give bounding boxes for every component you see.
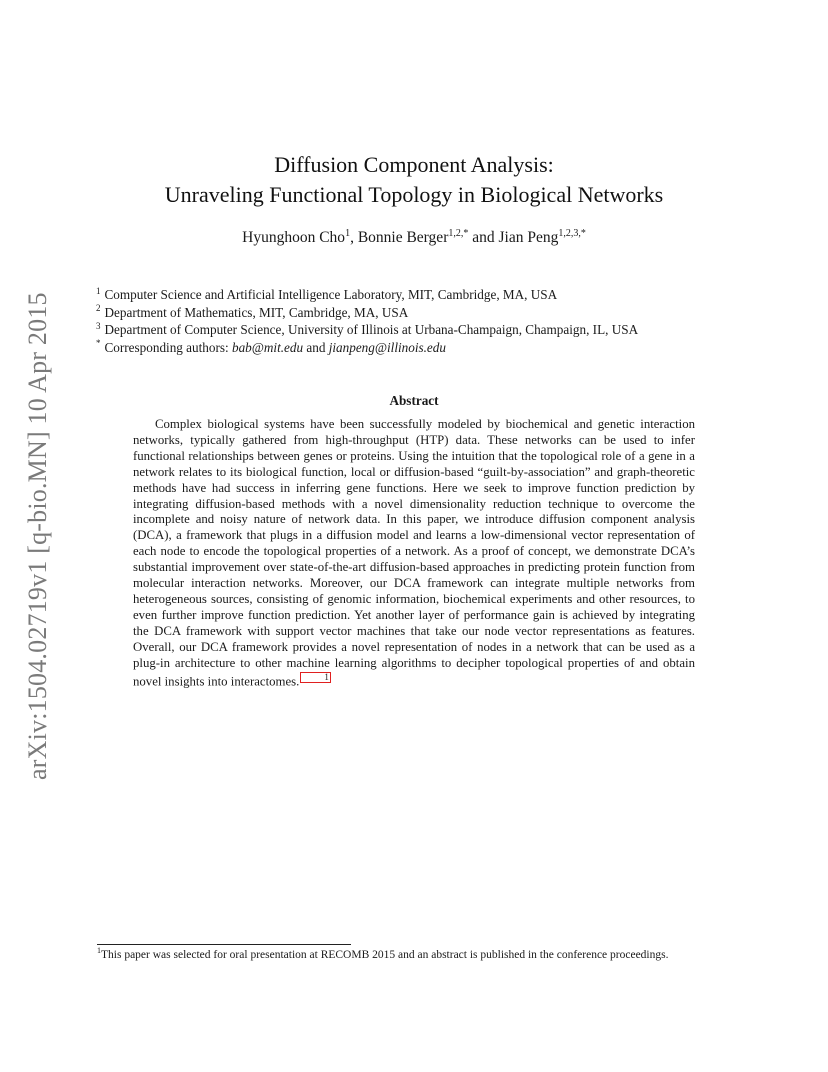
arxiv-identifier-stamp: arXiv:1504.02719v1 [q-bio.MN] 10 Apr 2015: [23, 292, 52, 780]
footnote-link[interactable]: 1: [300, 672, 331, 683]
author-separator: ,: [350, 229, 358, 246]
author-name: Jian Peng: [498, 229, 559, 246]
corresponding-label: Corresponding authors:: [104, 339, 232, 355]
author-separator: and: [468, 229, 499, 246]
affiliation-item: [96, 304, 736, 322]
affiliation-text: Computer Science and Artificial Intelligence Laboratory, MIT, Cambridge, MA, USA: [104, 287, 558, 302]
author-affiliation-marks: 1,2,*: [448, 227, 469, 239]
abstract-heading: Abstract: [389, 393, 439, 408]
title-line-2: Unraveling Functional Topology in Biological Networks: [164, 182, 664, 207]
affiliation-mark: 3: [96, 320, 101, 331]
affiliation-list: [96, 286, 736, 356]
author-name: Hyunghoon Cho: [242, 229, 346, 246]
author-affiliation-marks: 1: [345, 227, 351, 239]
affiliation-text: Department of Computer Science, University of Illinois at Urbana-Champaign, Champaign, IL, USA: [104, 322, 639, 337]
corresponding-email-link[interactable]: bab@mit.edu: [231, 339, 304, 355]
affiliation-text: Department of Mathematics, MIT, Cambridge, MA, USA: [104, 304, 409, 320]
footnote-divider: [97, 944, 351, 945]
author-list: [130, 228, 698, 248]
corresponding-connector: and: [303, 339, 329, 355]
abstract-body: [133, 417, 695, 690]
footnote-text: This paper was selected for oral presentation at RECOMB 2015 and an abstract is published in the conference proceedings.: [101, 949, 669, 961]
footnote-mark: 1: [97, 946, 101, 956]
author-name: Bonnie Berger: [357, 229, 449, 246]
corresponding-authors: [96, 339, 736, 357]
paper-title: [130, 150, 698, 210]
author-affiliation-marks: 1,2,3,*: [558, 227, 586, 239]
footnote: [97, 948, 737, 963]
affiliation-item: [96, 286, 736, 304]
affiliation-mark: 1: [96, 285, 101, 296]
affiliation-mark: 2: [96, 303, 101, 314]
corresponding-email-link[interactable]: jianpeng@illinois.edu: [328, 339, 446, 355]
affiliation-item: [96, 321, 736, 339]
corresponding-mark: *: [96, 338, 101, 349]
abstract-text: Complex biological systems have been successfully modeled by biochemical and genetic interaction networks, typically gathered from high-throughput (HTP) data. These networks can be used to infer functional relationships between genes or proteins. Using the intuition that the topological role of a gene in a network relates to its biological function, local or diffusion-based “guilt-by-association” and graph-theoretic methods have had success in inferring gene functions. Here we seek to improve function prediction by integrating diffusion-based methods with a novel dimensionality reduction technique to overcome the incomplete and noisy nature of network data. In this paper, we introduce diffusion component analysis (DCA), a framework that plugs in a diffusion model and learns a low-dimensional vector representation of each node to encode the topological properties of a network. As a proof of concept, we demonstrate DCA’s substantial improvement over state-of-the-art diffusion-based approaches in predicting protein function from molecular interaction networks. Moreover, our DCA framework can integrate multiple networks from heterogeneous sources, consisting of genomic information, biochemical experiments and other resources, to even further improve function prediction. Yet another layer of performance gain is achieved by integrating the DCA framework with support vector machines that take our node vector representations as features. Overall, our DCA framework provides a novel representation of nodes in a network that can be used as a plug-in architecture to other machine learning algorithms to decipher topological properties of and obtain novel insights into interactomes.: [133, 417, 695, 688]
title-line-1: Diffusion Component Analysis:: [274, 152, 554, 177]
